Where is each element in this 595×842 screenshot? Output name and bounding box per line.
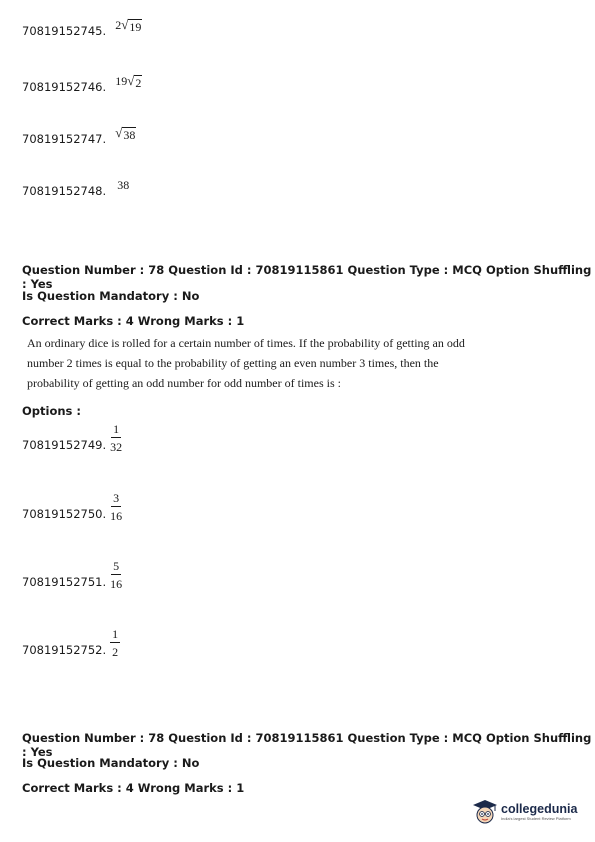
- radical-sign-icon: √: [127, 73, 135, 88]
- question-text: [27, 333, 467, 393]
- denominator: 16: [110, 509, 123, 523]
- numerator: 5: [113, 559, 120, 573]
- numerator: 3: [113, 491, 120, 505]
- denominator: 16: [110, 577, 123, 591]
- question-header: Question Number : 78 Question Id : 70819115861 Question Type : MCQ Option Shuffling : Yes: [22, 263, 592, 291]
- options-label: Options :: [22, 404, 81, 418]
- square-root: [127, 74, 142, 89]
- next-question-header: Question Number : 78 Question Id : 70819115861 Question Type : MCQ Option Shuffling : Yes: [22, 731, 592, 759]
- numerator: 1: [113, 422, 120, 436]
- option-id: 70819152752.: [22, 643, 107, 657]
- option-id: 70819152748.: [22, 184, 107, 198]
- question-text-line: probability of getting an odd number for odd number of times is :: [27, 376, 341, 390]
- option-id: 70819152750.: [22, 507, 107, 521]
- denominator: 32: [110, 440, 123, 454]
- radicand: 38: [123, 128, 136, 142]
- option-1: [22, 423, 122, 453]
- coefficient: 19: [115, 74, 128, 88]
- logo-brand: collegedunia: [501, 801, 578, 816]
- option-2: [22, 492, 122, 522]
- fraction: [110, 628, 120, 658]
- option-4: [22, 628, 120, 658]
- option-id: 70819152747.: [22, 132, 107, 146]
- square-root: [115, 126, 136, 141]
- option-id: 70819152751.: [22, 575, 107, 589]
- top-option-1: [22, 17, 142, 39]
- radicand: 19: [129, 20, 142, 34]
- option-id: 70819152749.: [22, 438, 107, 452]
- top-option-4: [22, 180, 129, 199]
- option-value: [115, 126, 136, 140]
- option-id: 70819152745.: [22, 24, 107, 38]
- square-root: [121, 18, 142, 33]
- option-value: [115, 74, 142, 88]
- logo-wordmark: [501, 803, 577, 822]
- radical-sign-icon: √: [121, 17, 129, 32]
- denominator: 2: [112, 645, 119, 659]
- option-value: [115, 18, 142, 32]
- graduate-mascot-icon: [472, 798, 498, 826]
- logo-tagline: India's largest Student Review Platform: [501, 816, 571, 822]
- question-mandatory: Is Question Mandatory : No: [22, 289, 200, 303]
- fraction: [110, 423, 122, 453]
- top-option-3: [22, 125, 136, 147]
- next-question-marks: Correct Marks : 4 Wrong Marks : 1: [22, 781, 245, 795]
- fraction: [110, 560, 122, 590]
- question-text-line: An ordinary dice is rolled for a certain number of times. If the probability of getting an odd: [27, 336, 465, 350]
- next-question-mandatory: Is Question Mandatory : No: [22, 756, 200, 770]
- option-id: 70819152746.: [22, 80, 107, 94]
- option-3: [22, 560, 122, 590]
- collegedunia-logo: [472, 798, 577, 826]
- question-marks: Correct Marks : 4 Wrong Marks : 1: [22, 314, 245, 328]
- radical-sign-icon: √: [115, 125, 123, 140]
- option-value: 38: [117, 178, 130, 192]
- top-option-2: [22, 73, 142, 95]
- numerator: 1: [112, 627, 119, 641]
- coefficient: 2: [115, 18, 122, 32]
- fraction: [110, 492, 122, 522]
- question-text-line: number 2 times is equal to the probability of getting an even number 3 times, then the: [27, 356, 439, 370]
- radicand: 2: [135, 76, 142, 90]
